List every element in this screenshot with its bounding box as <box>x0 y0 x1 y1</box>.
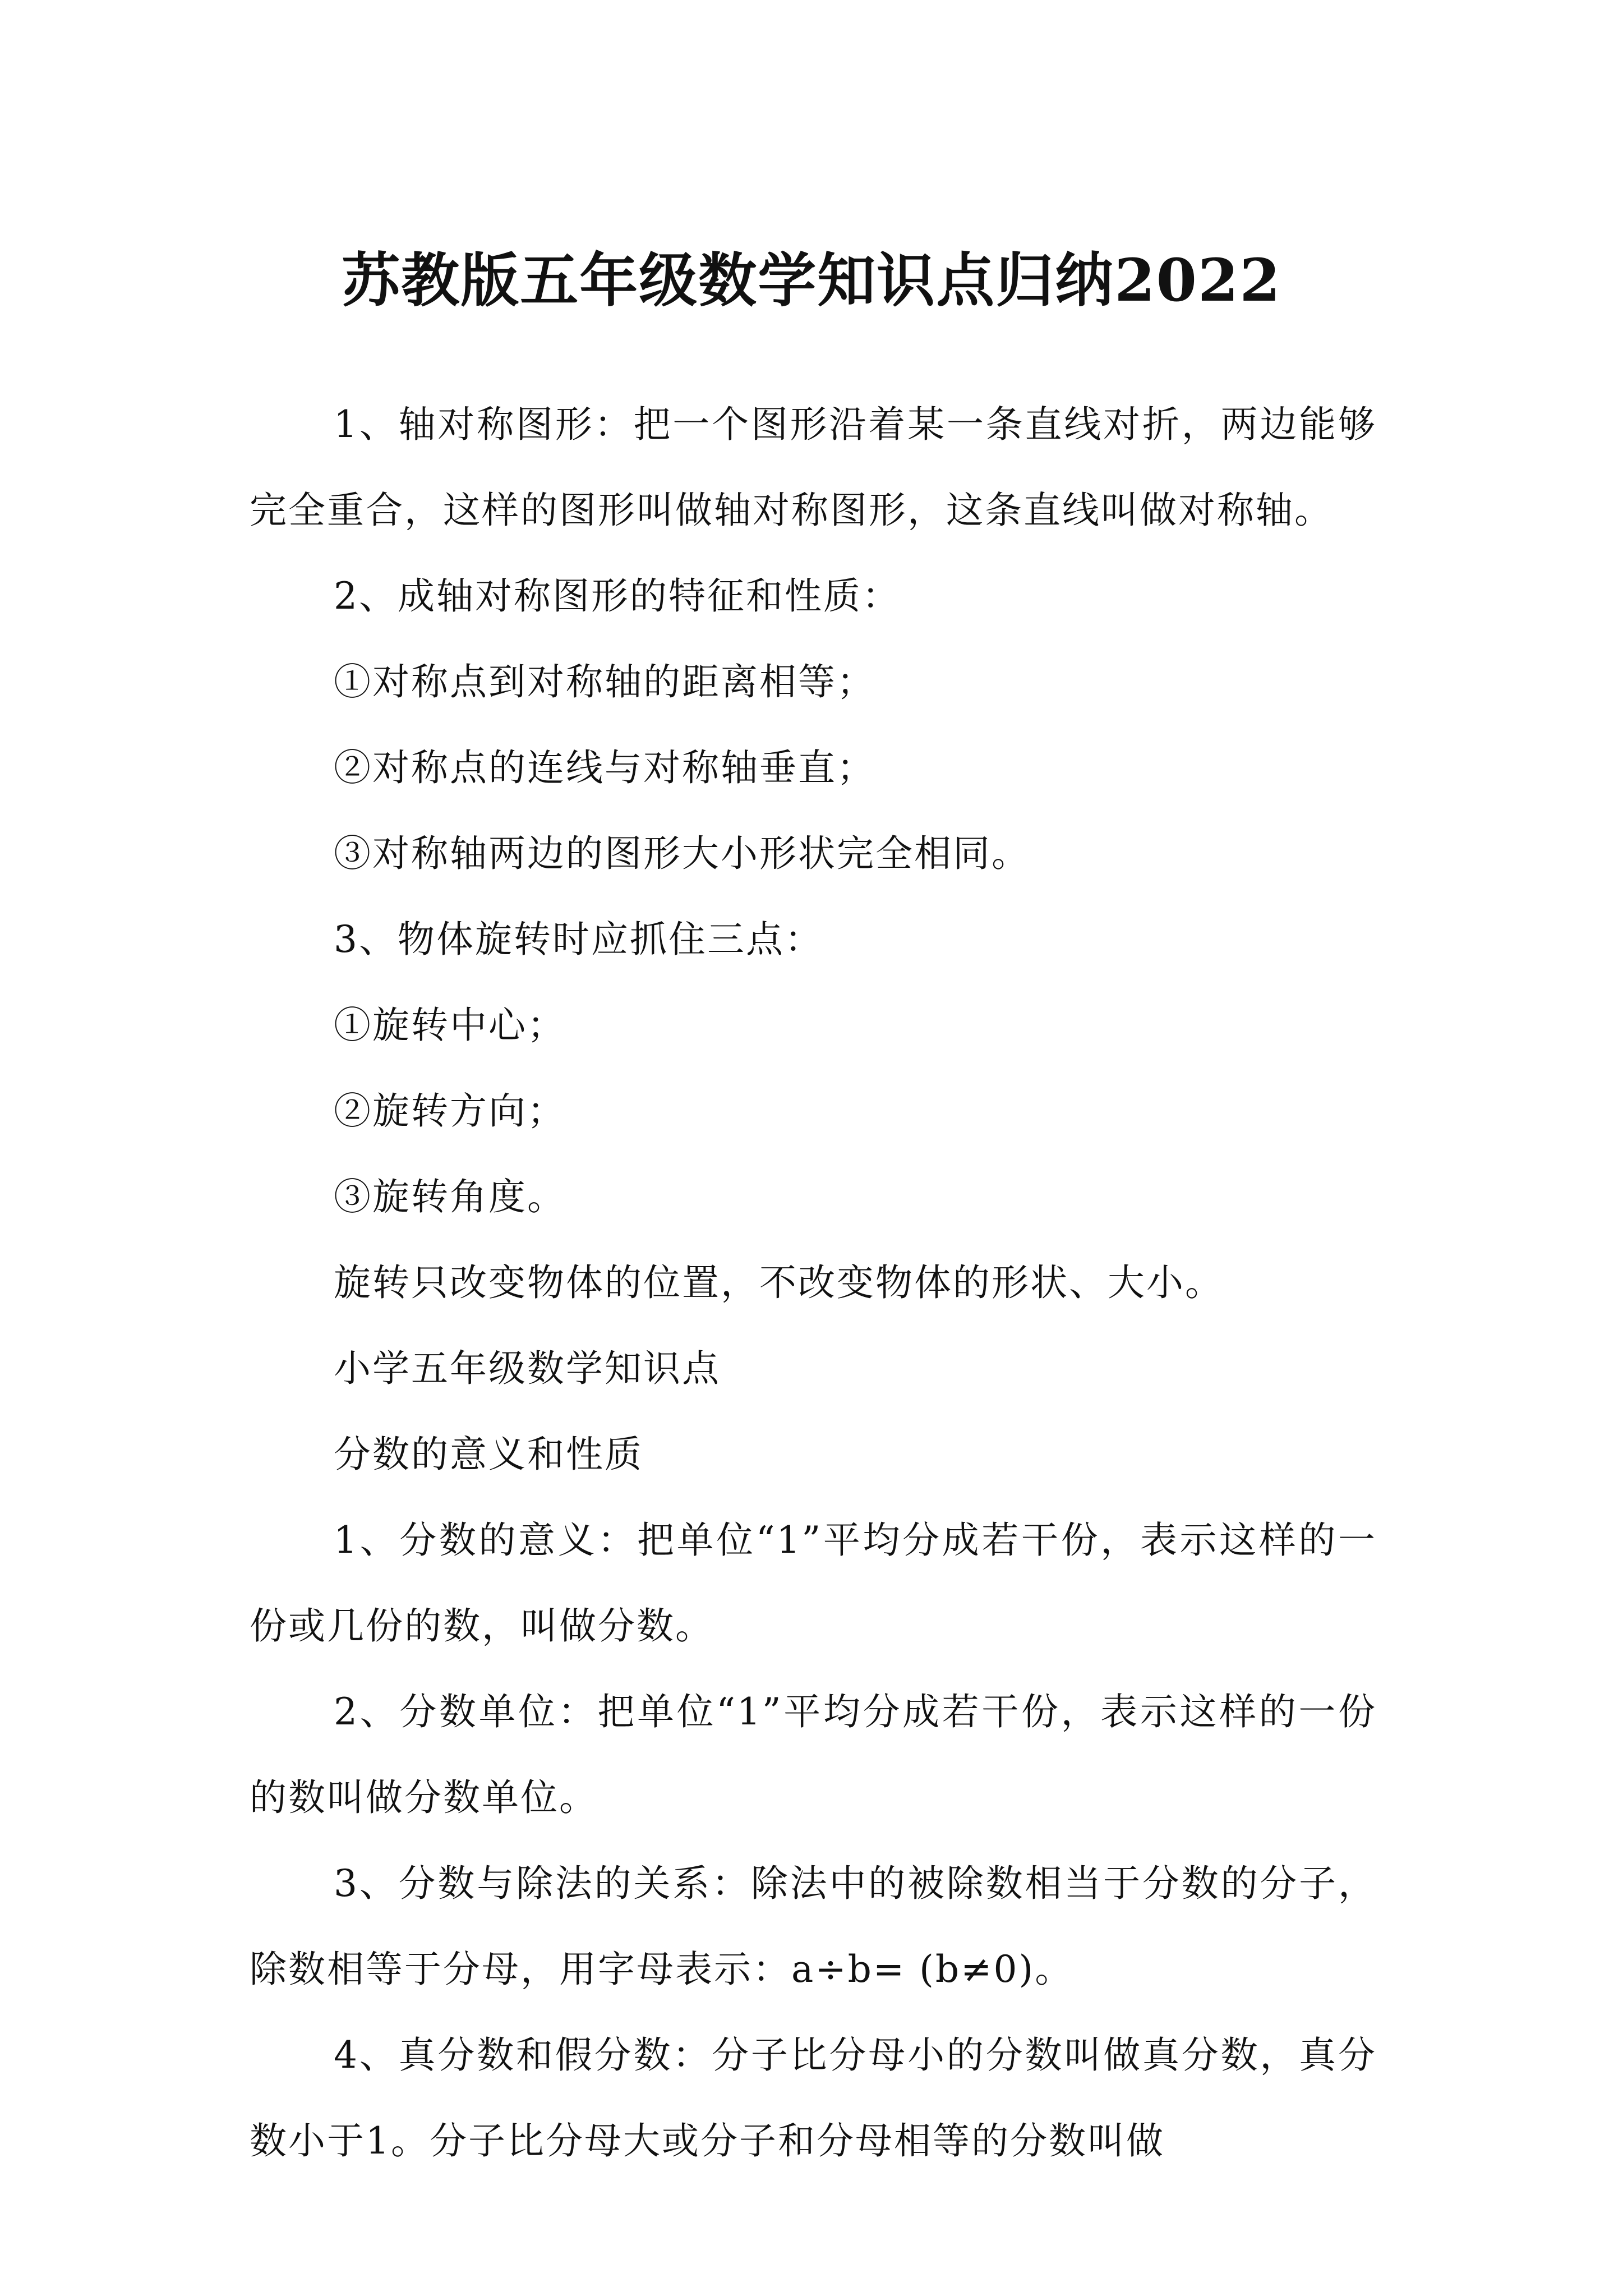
list-item: ①对称点到对称轴的距离相等； <box>334 660 875 703</box>
paragraph: 3、分数与除法的关系：除法中的被除数相当于分数的分子，除数相等于分母，用字母表示：a÷b= (b≠0)。 <box>250 1862 1377 1991</box>
paragraph: 1、分数的意义：把单位“1”平均分成若干份，表示这样的一份或几份的数，叫做分数。 <box>250 1519 1377 1648</box>
paragraph: 3、物体旋转时应抓住三点： <box>334 918 823 961</box>
paragraph: 2、成轴对称图形的特征和性质： <box>334 574 901 618</box>
list-item: ②旋转方向； <box>334 1089 566 1133</box>
section-heading: 分数的意义和性质 <box>334 1433 643 1476</box>
page-title: 苏教版五年级数学知识点归纳2022 <box>342 245 1281 315</box>
list-item: ②对称点的连线与对称轴垂直； <box>334 746 875 789</box>
paragraph: 2、分数单位：把单位“1”平均分成若干份，表示这样的一份的数叫做分数单位。 <box>250 1690 1377 1819</box>
paragraph: 4、真分数和假分数：分子比分母小的分数叫做真分数，真分数小于1。分子比分母大或分子和分母相等的分数叫做 <box>250 2033 1377 2162</box>
document-body <box>250 381 1377 2184</box>
paragraph: 1、轴对称图形：把一个图形沿着某一条直线对折，两边能够完全重合，这样的图形叫做轴对称图形，这条直线叫做对称轴。 <box>250 403 1377 532</box>
list-item: ③旋转角度。 <box>334 1175 566 1218</box>
list-item: ③对称轴两边的图形大小形状完全相同。 <box>334 832 1030 875</box>
section-heading: 小学五年级数学知识点 <box>334 1347 721 1390</box>
list-item: ①旋转中心； <box>334 1004 566 1047</box>
paragraph: 旋转只改变物体的位置，不改变物体的形状、大小。 <box>334 1261 1224 1304</box>
